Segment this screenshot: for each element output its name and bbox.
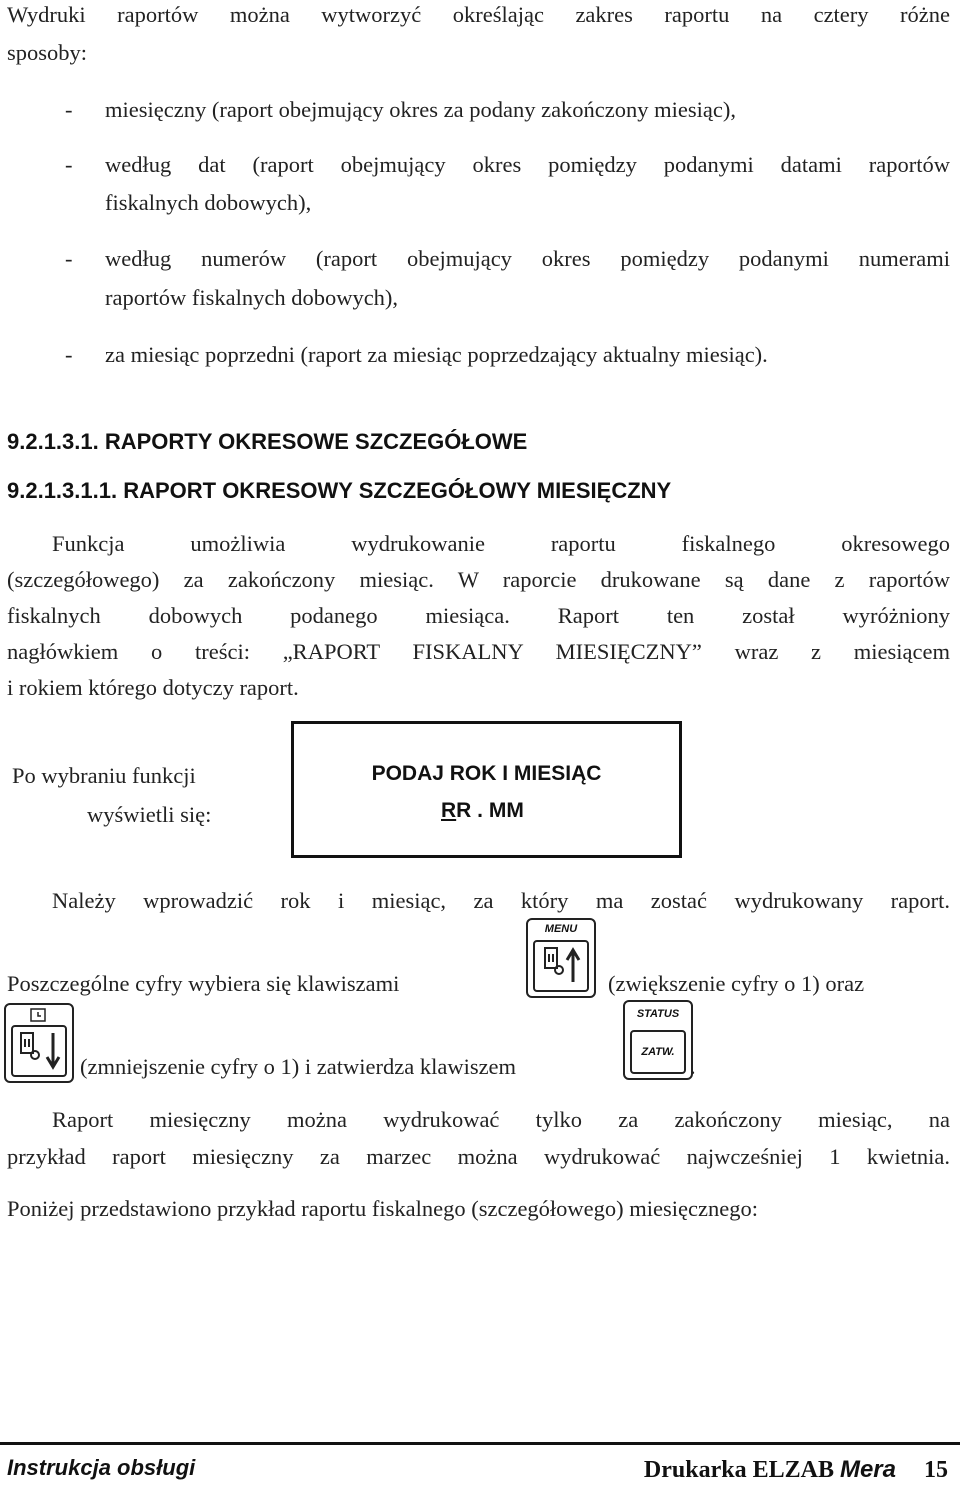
sentence-period: . [690, 1054, 696, 1079]
section-heading: 9.2.1.3.1. RAPORTY OKRESOWE SZCZEGÓŁOWE [7, 429, 528, 454]
description-line-3: fiskalnych dobowych podanego miesiąca. Raport ten został wyróżniony [7, 603, 950, 628]
footer-divider [0, 1442, 960, 1445]
footer-manual-title: Instrukcja obsługi [7, 1455, 196, 1480]
display-caption-1: Po wybraniu funkcji [12, 763, 196, 788]
display-value-format: R . MM [456, 799, 524, 822]
note-line-3: Poniżej przedstawiono przykład raportu fiskalnego (szczegółowego) miesięcznego: [7, 1196, 758, 1221]
bullet-item-by-numbers-cont: raportów fiskalnych dobowych), [105, 285, 399, 310]
bullet-item-by-dates-cont: fiskalnych dobowych), [105, 190, 312, 215]
paper-feed-down-arrow-icon [13, 1027, 69, 1075]
status-confirm-key[interactable] [623, 1000, 693, 1080]
clock-down-key[interactable] [4, 1003, 74, 1083]
decrease-instruction: (zmniejszenie cyfry o 1) i zatwierdza klawiszem [80, 1054, 517, 1079]
bullet-marker: - [65, 152, 73, 177]
intro-line-2: sposoby: [7, 40, 88, 65]
menu-key-label: MENU [544, 923, 578, 935]
bullet-item-previous-month: za miesiąc poprzedni (raport za miesiąc poprzedzający aktualny miesiąc). [105, 342, 768, 367]
display-caption-2: wyświetli się: [87, 802, 212, 827]
bullet-marker: - [65, 342, 73, 367]
enter-instruction: Należy wprowadzić rok i miesiąc, za który ma zostać wydrukowany raport. [52, 888, 950, 913]
footer-page-number: 15 [924, 1457, 948, 1483]
bullet-item-monthly: miesięczny (raport obejmujący okres za podany zakończony miesiąc), [105, 97, 736, 122]
footer-model: Mera [839, 1456, 896, 1483]
paper-feed-down-icon [11, 1025, 67, 1077]
intro-line-1: Wydruki raportów można wytworzyć określając zakres raportu na cztery różne [7, 2, 950, 27]
description-line-1: Funkcja umożliwia wydrukowanie raportu fiskalnego okresowego [52, 531, 950, 556]
bullet-item-by-dates: według dat (raport obejmujący okres pomiędzy podanymi datami raportów [105, 152, 950, 177]
digits-instruction-prefix: Poszczególne cyfry wybiera się klawiszami [7, 971, 400, 996]
confirm-key-label: ZATW. [641, 1046, 675, 1058]
status-key-label: STATUS [636, 1008, 680, 1020]
description-line-4: nagłówkiem o treści: „RAPORT FISKALNY MIESIĘCZNY” wraz z miesiącem [7, 639, 950, 664]
footer-brand: Drukarka ELZAB [643, 1457, 834, 1483]
display-value-line [441, 799, 524, 823]
printer-display [291, 721, 682, 858]
bullet-marker: - [65, 246, 73, 271]
display-cursor-digit: R [441, 799, 457, 822]
note-line-1: Raport miesięczny można wydrukować tylko za zakończony miesiąc, na [52, 1107, 950, 1132]
description-line-5: i rokiem którego dotyczy raport. [7, 675, 299, 700]
menu-up-key[interactable] [526, 918, 596, 998]
note-line-2: przykład raport miesięczny za marzec można wydrukować najwcześniej 1 kwietnia. [7, 1144, 950, 1169]
subsection-heading: 9.2.1.3.1.1. RAPORT OKRESOWY SZCZEGÓŁOWY MIESIĘCZNY [7, 478, 672, 503]
bullet-marker: - [65, 97, 73, 122]
description-line-2: (szczegółowego) za zakończony miesiąc. W raporcie drukowane są dane z raportów [7, 567, 950, 592]
display-prompt-line: PODAJ ROK I MIESIĄC [371, 762, 602, 785]
clock-icon [30, 1008, 46, 1022]
paper-feed-up-arrow-icon [535, 942, 591, 990]
bullet-item-by-numbers: według numerów (raport obejmujący okres pomiędzy podanymi numerami [105, 246, 950, 271]
confirm-key-face [630, 1030, 686, 1074]
footer-product [644, 1456, 948, 1484]
digits-instruction-suffix: (zwiększenie cyfry o 1) oraz [608, 971, 865, 996]
paper-feed-up-icon [533, 940, 589, 992]
